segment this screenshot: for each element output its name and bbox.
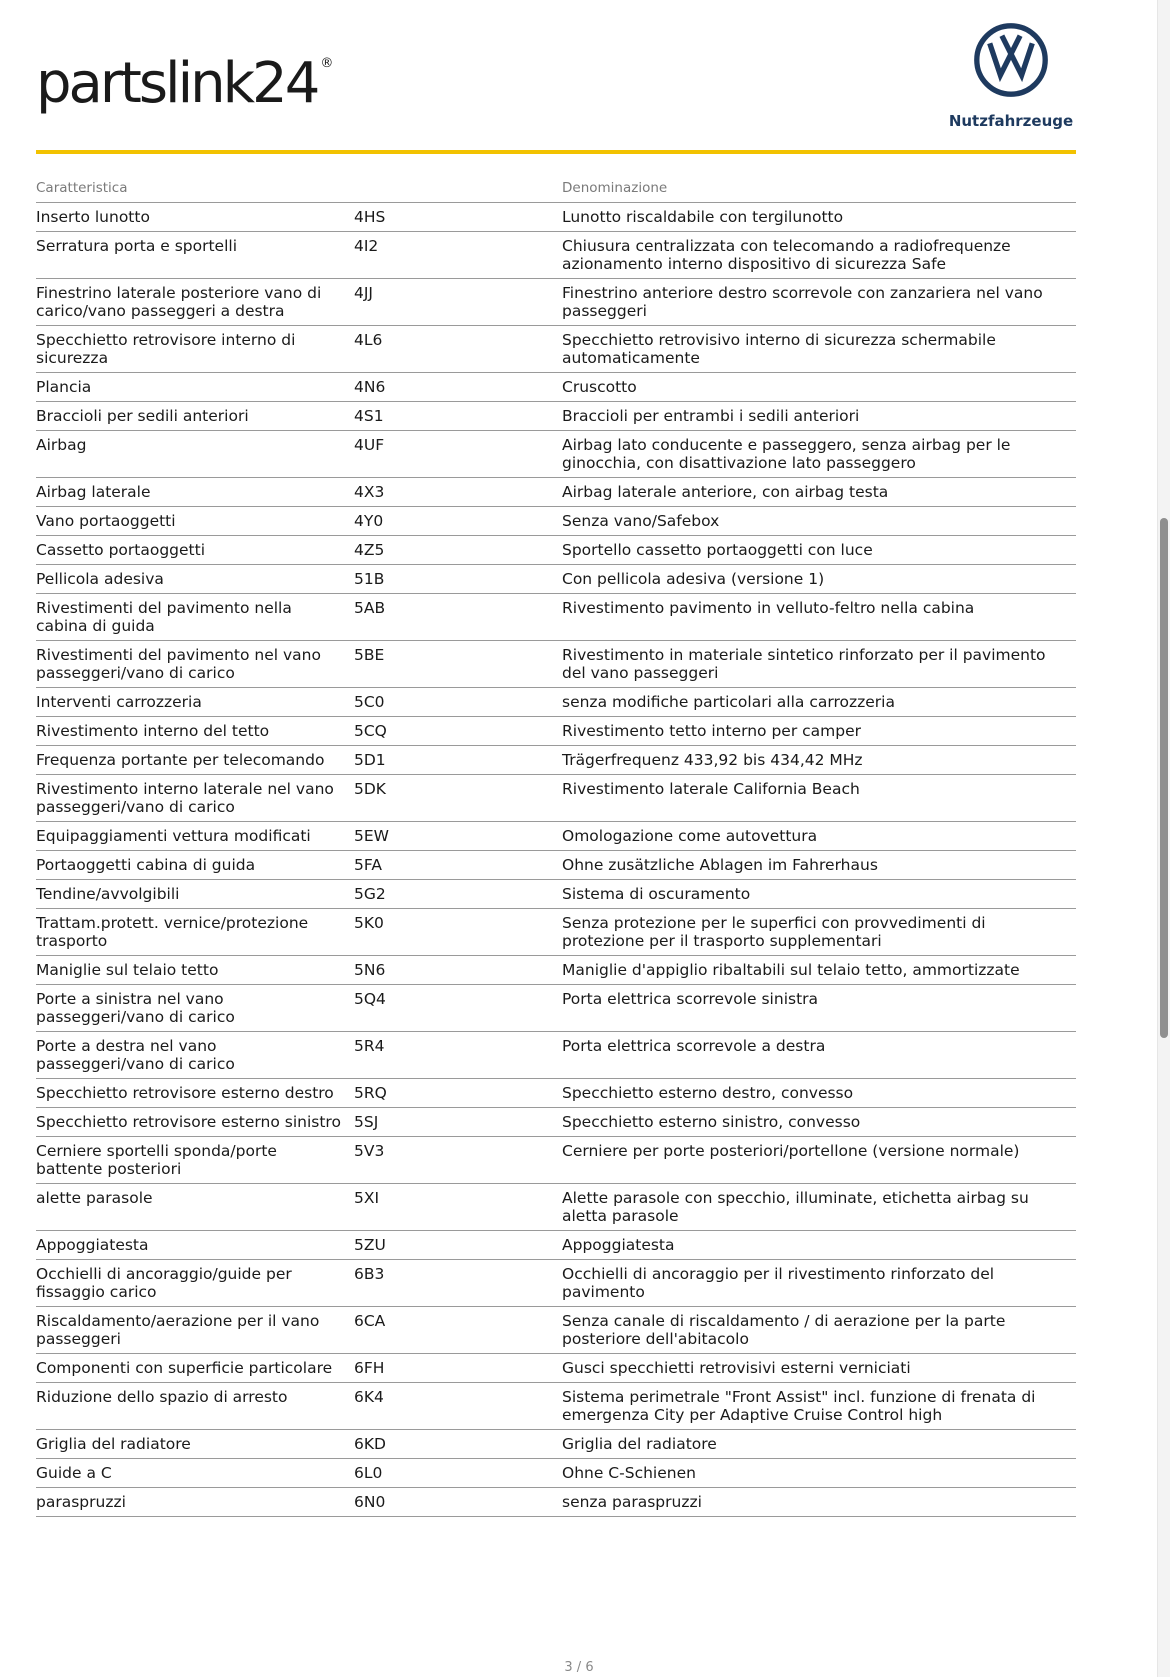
cell-description: Maniglie d'appiglio ribaltabili sul telaio tetto, ammortizzate bbox=[562, 956, 1076, 985]
cell-description: Specchietto esterno destro, convesso bbox=[562, 1079, 1076, 1108]
cell-feature: Airbag bbox=[36, 431, 354, 478]
cell-feature: Rivestimenti del pavimento nel vano passeggeri/vano di carico bbox=[36, 641, 354, 688]
cell-feature: Appoggiatesta bbox=[36, 1231, 354, 1260]
table-row bbox=[36, 1459, 1076, 1488]
logo-registered-mark: ® bbox=[320, 56, 334, 71]
table-row bbox=[36, 1354, 1076, 1383]
cell-feature: Rivestimento interno del tetto bbox=[36, 717, 354, 746]
table-row bbox=[36, 1430, 1076, 1459]
cell-code: 6KD bbox=[354, 1430, 562, 1459]
logo-wordmark: partslink24 bbox=[36, 51, 318, 116]
cell-code: 5ZU bbox=[354, 1231, 562, 1260]
cell-code: 51B bbox=[354, 565, 562, 594]
table-body bbox=[36, 203, 1076, 1517]
column-header-code bbox=[354, 176, 562, 203]
cell-feature: Frequenza portante per telecomando bbox=[36, 746, 354, 775]
cell-description: Specchietto retrovisivo interno di sicurezza schermabile automaticamente bbox=[562, 326, 1076, 373]
table-row bbox=[36, 1184, 1076, 1231]
cell-code: 4HS bbox=[354, 203, 562, 232]
table-row bbox=[36, 203, 1076, 232]
equipment-table bbox=[36, 176, 1076, 1517]
table-row bbox=[36, 851, 1076, 880]
cell-feature: Braccioli per sedili anteriori bbox=[36, 402, 354, 431]
cell-feature: Airbag laterale bbox=[36, 478, 354, 507]
table-row bbox=[36, 1231, 1076, 1260]
table-row bbox=[36, 1032, 1076, 1079]
cell-description: Senza vano/Safebox bbox=[562, 507, 1076, 536]
table-row bbox=[36, 565, 1076, 594]
cell-description: Chiusura centralizzata con telecomando a radiofrequenze azionamento interno dispositivo di sicurezza Safe bbox=[562, 232, 1076, 279]
cell-code: 4N6 bbox=[354, 373, 562, 402]
cell-description: Trägerfrequenz 433,92 bis 434,42 MHz bbox=[562, 746, 1076, 775]
brand-block bbox=[946, 22, 1076, 130]
cell-code: 6K4 bbox=[354, 1383, 562, 1430]
cell-description: Ohne C-Schienen bbox=[562, 1459, 1076, 1488]
table-row bbox=[36, 985, 1076, 1032]
cell-description: Cerniere per porte posteriori/portellone (versione normale) bbox=[562, 1137, 1076, 1184]
cell-code: 4JJ bbox=[354, 279, 562, 326]
table-row bbox=[36, 402, 1076, 431]
table-row bbox=[36, 1079, 1076, 1108]
scrollbar-thumb[interactable] bbox=[1160, 518, 1168, 1038]
scrollbar-track[interactable] bbox=[1157, 0, 1170, 1677]
cell-feature: Griglia del radiatore bbox=[36, 1430, 354, 1459]
cell-description: senza paraspruzzi bbox=[562, 1488, 1076, 1517]
cell-feature: Tendine/avvolgibili bbox=[36, 880, 354, 909]
cell-description: Cruscotto bbox=[562, 373, 1076, 402]
cell-feature: Interventi carrozzeria bbox=[36, 688, 354, 717]
table-row bbox=[36, 717, 1076, 746]
cell-description: Finestrino anteriore destro scorrevole con zanzariera nel vano passeggeri bbox=[562, 279, 1076, 326]
table-row bbox=[36, 1488, 1076, 1517]
cell-feature: Riscaldamento/aerazione per il vano passeggeri bbox=[36, 1307, 354, 1354]
table-row bbox=[36, 956, 1076, 985]
table-row bbox=[36, 909, 1076, 956]
cell-description: Griglia del radiatore bbox=[562, 1430, 1076, 1459]
cell-code: 5G2 bbox=[354, 880, 562, 909]
cell-feature: Cerniere sportelli sponda/porte battente posteriori bbox=[36, 1137, 354, 1184]
cell-description: Omologazione come autovettura bbox=[562, 822, 1076, 851]
cell-description: Rivestimento laterale California Beach bbox=[562, 775, 1076, 822]
cell-code: 5V3 bbox=[354, 1137, 562, 1184]
cell-code: 6N0 bbox=[354, 1488, 562, 1517]
header-divider bbox=[36, 150, 1076, 154]
cell-feature: Riduzione dello spazio di arresto bbox=[36, 1383, 354, 1430]
table-row bbox=[36, 822, 1076, 851]
table-row bbox=[36, 478, 1076, 507]
cell-feature: Occhielli di ancoraggio/guide per fissaggio carico bbox=[36, 1260, 354, 1307]
cell-code: 6FH bbox=[354, 1354, 562, 1383]
table-row bbox=[36, 880, 1076, 909]
cell-code: 5BE bbox=[354, 641, 562, 688]
cell-code: 5EW bbox=[354, 822, 562, 851]
cell-feature: Porte a sinistra nel vano passeggeri/vano di carico bbox=[36, 985, 354, 1032]
table-header-row bbox=[36, 176, 1076, 203]
cell-description: Porta elettrica scorrevole a destra bbox=[562, 1032, 1076, 1079]
cell-code: 5N6 bbox=[354, 956, 562, 985]
cell-feature: Vano portaoggetti bbox=[36, 507, 354, 536]
partslink24-logo bbox=[36, 52, 333, 126]
cell-description: Specchietto esterno sinistro, convesso bbox=[562, 1108, 1076, 1137]
cell-code: 4Y0 bbox=[354, 507, 562, 536]
cell-feature: Specchietto retrovisore esterno destro bbox=[36, 1079, 354, 1108]
cell-feature: Pellicola adesiva bbox=[36, 565, 354, 594]
cell-description: Gusci specchietti retrovisivi esterni verniciati bbox=[562, 1354, 1076, 1383]
cell-feature: Equipaggiamenti vettura modificati bbox=[36, 822, 354, 851]
cell-feature: Maniglie sul telaio tetto bbox=[36, 956, 354, 985]
cell-code: 6L0 bbox=[354, 1459, 562, 1488]
cell-description: Alette parasole con specchio, illuminate, etichetta airbag su aletta parasole bbox=[562, 1184, 1076, 1231]
table-row bbox=[36, 641, 1076, 688]
brand-name: Nutzfahrzeuge bbox=[948, 112, 1074, 130]
cell-feature: Porte a destra nel vano passeggeri/vano di carico bbox=[36, 1032, 354, 1079]
table-row bbox=[36, 1383, 1076, 1430]
cell-description: Occhielli di ancoraggio per il rivestimento rinforzato del pavimento bbox=[562, 1260, 1076, 1307]
cell-code: 5RQ bbox=[354, 1079, 562, 1108]
table-row bbox=[36, 507, 1076, 536]
cell-description: senza modifiche particolari alla carrozzeria bbox=[562, 688, 1076, 717]
cell-description: Lunotto riscaldabile con tergilunotto bbox=[562, 203, 1076, 232]
vw-logo-icon bbox=[973, 22, 1049, 98]
table-row bbox=[36, 373, 1076, 402]
cell-feature: Plancia bbox=[36, 373, 354, 402]
cell-code: 4I2 bbox=[354, 232, 562, 279]
cell-code: 4X3 bbox=[354, 478, 562, 507]
cell-code: 4S1 bbox=[354, 402, 562, 431]
cell-description: Airbag laterale anteriore, con airbag testa bbox=[562, 478, 1076, 507]
cell-feature: Rivestimenti del pavimento nella cabina di guida bbox=[36, 594, 354, 641]
cell-code: 4L6 bbox=[354, 326, 562, 373]
cell-code: 6B3 bbox=[354, 1260, 562, 1307]
table-row bbox=[36, 775, 1076, 822]
cell-feature: Specchietto retrovisore interno di sicurezza bbox=[36, 326, 354, 373]
cell-feature: Finestrino laterale posteriore vano di carico/vano passeggeri a destra bbox=[36, 279, 354, 326]
cell-code: 5C0 bbox=[354, 688, 562, 717]
cell-description: Porta elettrica scorrevole sinistra bbox=[562, 985, 1076, 1032]
column-header-description: Denominazione bbox=[562, 176, 1076, 203]
cell-code: 5D1 bbox=[354, 746, 562, 775]
cell-feature: alette parasole bbox=[36, 1184, 354, 1231]
table-row bbox=[36, 326, 1076, 373]
cell-code: 5Q4 bbox=[354, 985, 562, 1032]
table-row bbox=[36, 688, 1076, 717]
cell-description: Ohne zusätzliche Ablagen im Fahrerhaus bbox=[562, 851, 1076, 880]
cell-description: Con pellicola adesiva (versione 1) bbox=[562, 565, 1076, 594]
table-row bbox=[36, 536, 1076, 565]
table-row bbox=[36, 594, 1076, 641]
table-row bbox=[36, 279, 1076, 326]
cell-code: 5DK bbox=[354, 775, 562, 822]
cell-feature: Portaoggetti cabina di guida bbox=[36, 851, 354, 880]
cell-feature: Cassetto portaoggetti bbox=[36, 536, 354, 565]
cell-description: Rivestimento tetto interno per camper bbox=[562, 717, 1076, 746]
cell-feature: Trattam.protett. vernice/protezione trasporto bbox=[36, 909, 354, 956]
cell-feature: Serratura porta e sportelli bbox=[36, 232, 354, 279]
cell-description: Senza canale di riscaldamento / di aerazione per la parte posteriore dell'abitacolo bbox=[562, 1307, 1076, 1354]
table-row bbox=[36, 1260, 1076, 1307]
cell-feature: paraspruzzi bbox=[36, 1488, 354, 1517]
cell-code: 5K0 bbox=[354, 909, 562, 956]
cell-code: 6CA bbox=[354, 1307, 562, 1354]
cell-feature: Specchietto retrovisore esterno sinistro bbox=[36, 1108, 354, 1137]
cell-code: 4UF bbox=[354, 431, 562, 478]
cell-description: Airbag lato conducente e passeggero, senza airbag per le ginocchia, con disattivazione lato passeggero bbox=[562, 431, 1076, 478]
cell-code: 5SJ bbox=[354, 1108, 562, 1137]
table-row bbox=[36, 1108, 1076, 1137]
cell-description: Rivestimento in materiale sintetico rinforzato per il pavimento del vano passeggeri bbox=[562, 641, 1076, 688]
cell-description: Appoggiatesta bbox=[562, 1231, 1076, 1260]
cell-description: Sportello cassetto portaoggetti con luce bbox=[562, 536, 1076, 565]
table-row bbox=[36, 232, 1076, 279]
cell-code: 4Z5 bbox=[354, 536, 562, 565]
table-row bbox=[36, 1137, 1076, 1184]
cell-feature: Componenti con superficie particolare bbox=[36, 1354, 354, 1383]
cell-description: Senza protezione per le superfici con provvedimenti di protezione per il trasporto supplementari bbox=[562, 909, 1076, 956]
table-row bbox=[36, 431, 1076, 478]
page-number: 3 / 6 bbox=[564, 1660, 594, 1675]
cell-description: Sistema perimetrale "Front Assist" incl. funzione di frenata di emergenza City per Adaptive Cruise Control high bbox=[562, 1383, 1076, 1430]
cell-code: 5AB bbox=[354, 594, 562, 641]
cell-feature: Inserto lunotto bbox=[36, 203, 354, 232]
cell-feature: Rivestimento interno laterale nel vano passeggeri/vano di carico bbox=[36, 775, 354, 822]
cell-code: 5CQ bbox=[354, 717, 562, 746]
cell-feature: Guide a C bbox=[36, 1459, 354, 1488]
cell-description: Braccioli per entrambi i sedili anteriori bbox=[562, 402, 1076, 431]
cell-code: 5R4 bbox=[354, 1032, 562, 1079]
cell-description: Rivestimento pavimento in velluto-feltro nella cabina bbox=[562, 594, 1076, 641]
column-header-feature: Caratteristica bbox=[36, 176, 354, 203]
cell-description: Sistema di oscuramento bbox=[562, 880, 1076, 909]
cell-code: 5XI bbox=[354, 1184, 562, 1231]
cell-code: 5FA bbox=[354, 851, 562, 880]
table-row bbox=[36, 1307, 1076, 1354]
table-row bbox=[36, 746, 1076, 775]
